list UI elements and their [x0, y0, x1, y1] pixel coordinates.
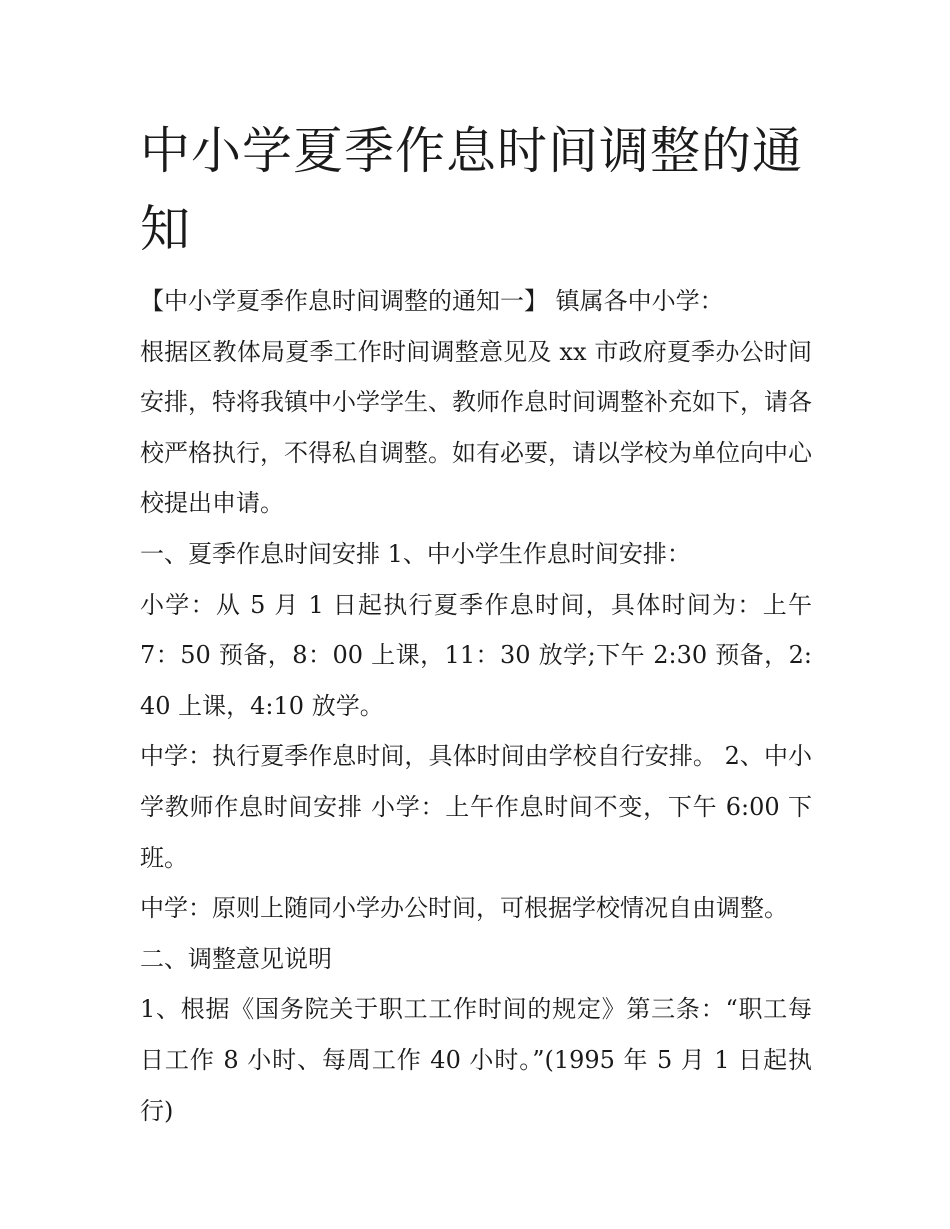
paragraph-regulation-note: 1、根据《国务院关于职工工作时间的规定》第三条：“职工每日工作 8 小时、每周工作 40 小时。”(1995 年 5 月 1 日起执行): [140, 995, 812, 1125]
paragraph-middle-school-schedule: 中学：执行夏季作息时间，具体时间由学校自行安排。 2、中小学教师作息时间安排 小学：上午作息时间不变，下午 6:00 下班。: [140, 742, 812, 872]
paragraph-salutation: 【中小学夏季作息时间调整的通知一】 镇属各中小学：: [140, 287, 724, 315]
paragraph-section-two-heading: 二、调整意见说明: [140, 944, 332, 973]
document-title: 中小学夏季作息时间调整的通知: [140, 122, 803, 258]
paragraph-primary-schedule: 小学：从 5 月 1 日起执行夏季作息时间，具体时间为：上午 7：50 预备，8：00 上课，11：30 放学;下午 2:30 预备，2:40 上课，4:10 放学。: [140, 590, 812, 720]
paragraph-middle-school-office: 中学：原则上随同小学办公时间，可根据学校情况自由调整。: [140, 894, 788, 923]
paragraph-intro: 根据区教体局夏季工作时间调整意见及 xx 市政府夏季办公时间安排，特将我镇中小学学生、教师作息时间调整补充如下，请各校严格执行，不得私自调整。如有必要，请以学校为单位向中心校提出申请。: [140, 337, 812, 518]
document-body: [140, 276, 812, 1136]
paragraph-section-one-heading: 一、夏季作息时间安排 1、中小学生作息时间安排：: [140, 539, 691, 568]
